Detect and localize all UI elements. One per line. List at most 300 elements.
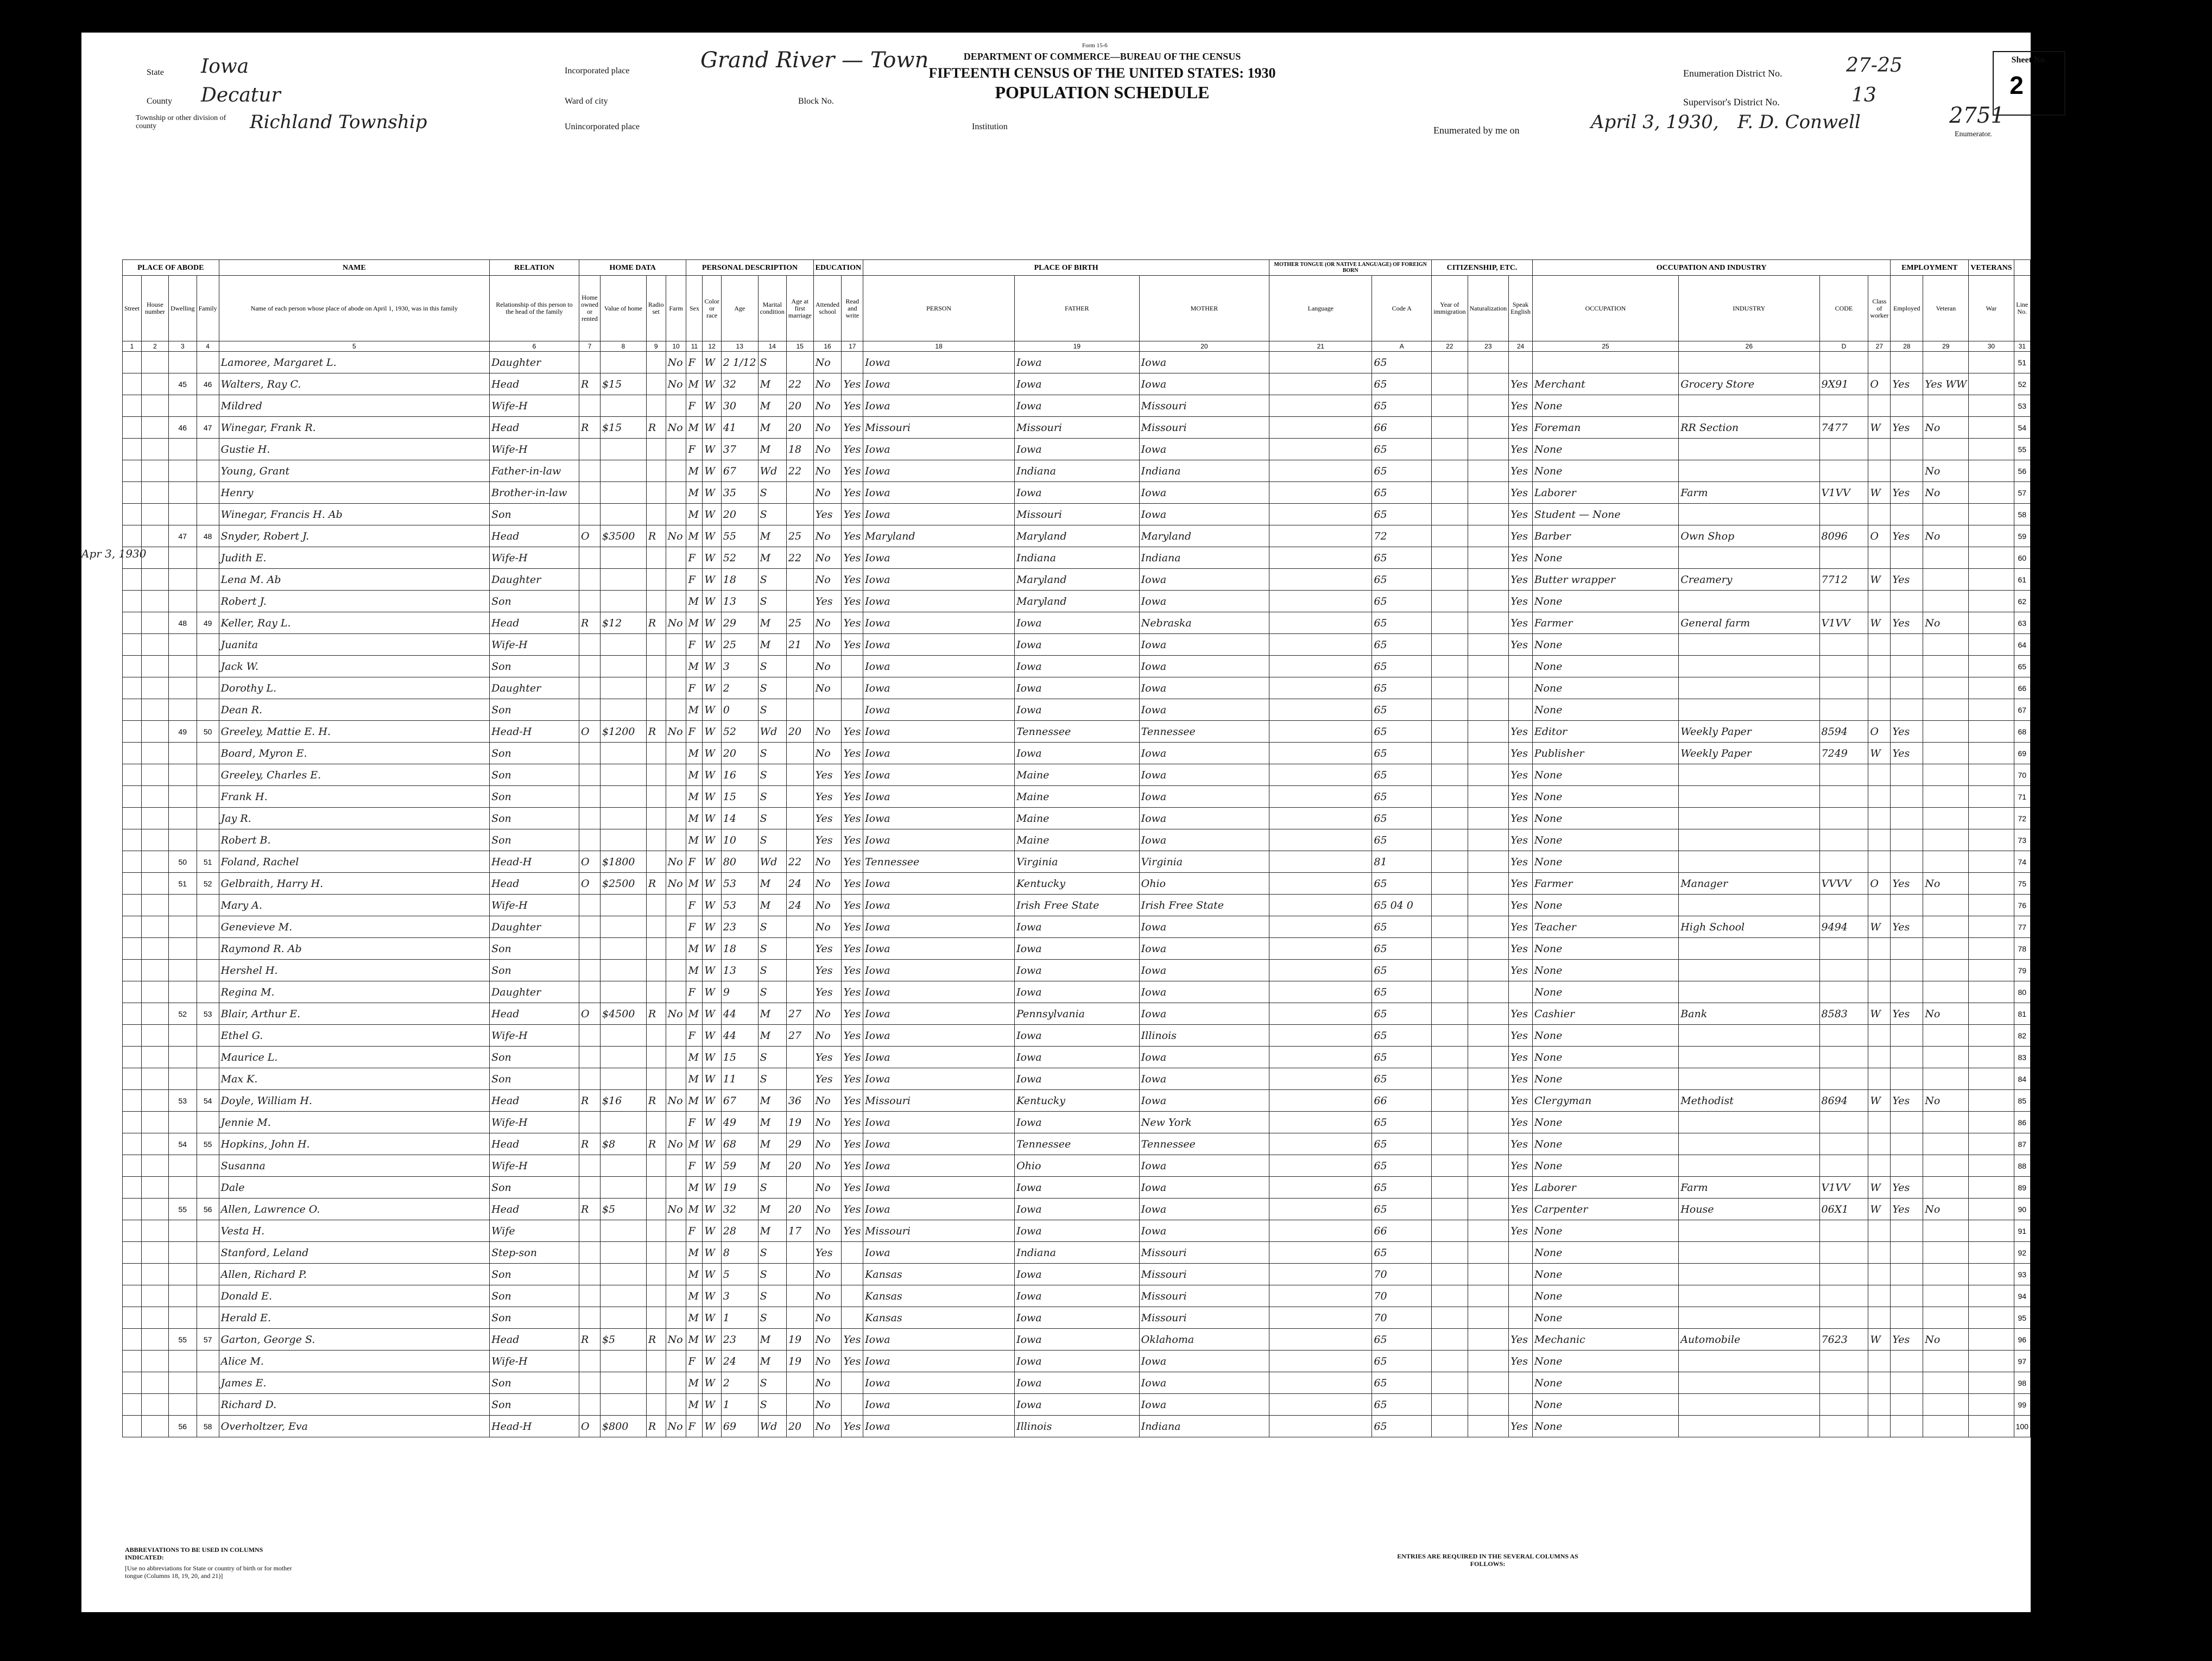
- cell-mar: M: [758, 1155, 786, 1177]
- cell-emp: Yes: [1891, 612, 1923, 634]
- cell-cd: 65: [1372, 569, 1432, 591]
- cell-eng: [1509, 1307, 1533, 1329]
- cell-age: 49: [721, 1112, 758, 1133]
- cell-own: [579, 1264, 600, 1285]
- col-race: Color or race: [703, 276, 721, 341]
- cell-cd: 65: [1372, 1329, 1432, 1351]
- cell-eng: Yes: [1509, 743, 1533, 764]
- cell-farm: [666, 1264, 686, 1285]
- cell-val: [600, 677, 646, 699]
- cell-cd: 70: [1372, 1307, 1432, 1329]
- cell-fb: Iowa: [1015, 1264, 1140, 1285]
- cell-farm: [666, 829, 686, 851]
- cell-fb: Virginia: [1015, 851, 1140, 873]
- cell-vet: No: [1923, 1003, 1969, 1025]
- cell-fb: Missouri: [1015, 504, 1140, 525]
- cell-emp: [1891, 1416, 1923, 1437]
- cell-rel: Head: [490, 1133, 579, 1155]
- cell-rw: Yes: [842, 612, 863, 634]
- cell-own: R: [579, 373, 600, 395]
- cell-mb: Missouri: [1139, 1264, 1269, 1285]
- cell-farm: [666, 460, 686, 482]
- cell-emp: [1891, 1264, 1923, 1285]
- cell-cd: 70: [1372, 1285, 1432, 1307]
- cell-dw: 48: [168, 612, 197, 634]
- cell-race: W: [703, 1329, 721, 1351]
- cell-own: O: [579, 873, 600, 895]
- cell-sch: No: [813, 1199, 842, 1220]
- enumerator-name: F. D. Conwell: [1737, 111, 1861, 133]
- cell-cls: [1868, 504, 1891, 525]
- cell-rel: Head: [490, 1090, 579, 1112]
- cell-radio: [646, 938, 666, 960]
- cell-emp: [1891, 1394, 1923, 1416]
- cell-radio: [646, 1112, 666, 1133]
- cell-mb: Iowa: [1139, 1047, 1269, 1068]
- cell-line: 100: [2014, 1416, 2030, 1437]
- cell-code: [1819, 395, 1868, 417]
- cell-val: [600, 743, 646, 764]
- cell-line: 97: [2014, 1351, 2030, 1372]
- cell-emp: [1891, 938, 1923, 960]
- cell-farm: [666, 960, 686, 981]
- cell-sch: No: [813, 677, 842, 699]
- col-family: Family: [197, 276, 219, 341]
- cell-fb: Iowa: [1015, 1068, 1140, 1090]
- cell-emp: [1891, 895, 1923, 916]
- cell-occ: None: [1532, 699, 1678, 721]
- cell-mb: Iowa: [1139, 1351, 1269, 1372]
- cell-name: Greeley, Charles E.: [219, 764, 489, 786]
- cell-fm: [786, 743, 813, 764]
- cell-code: [1819, 1068, 1868, 1090]
- cell-vet: [1923, 829, 1969, 851]
- cell-own: [579, 1285, 600, 1307]
- cell-ind: [1679, 699, 1819, 721]
- cell-fam: [197, 1220, 219, 1242]
- cell-line: 75: [2014, 873, 2030, 895]
- cell-race: W: [703, 786, 721, 808]
- cell-mb: Iowa: [1139, 1199, 1269, 1220]
- cell-occ: None: [1532, 460, 1678, 482]
- cell-eng: Yes: [1509, 721, 1533, 743]
- cell-val: [600, 591, 646, 612]
- cell-fam: [197, 352, 219, 373]
- cell-race: W: [703, 1155, 721, 1177]
- cell-mb: Iowa: [1139, 786, 1269, 808]
- cell-fb: Iowa: [1015, 1112, 1140, 1133]
- cell-ind: [1679, 1068, 1819, 1090]
- cell-fam: [197, 460, 219, 482]
- cell-fb: Missouri: [1015, 417, 1140, 439]
- cell-eng: Yes: [1509, 569, 1533, 591]
- cell-name: Snyder, Robert J.: [219, 525, 489, 547]
- cell-occ: None: [1532, 938, 1678, 960]
- cell-val: [600, 1351, 646, 1372]
- cell-dw: [168, 1112, 197, 1133]
- cell-vet: [1923, 1025, 1969, 1047]
- cell-occ: Barber: [1532, 525, 1678, 547]
- cell-fb: Iowa: [1015, 916, 1140, 938]
- cell-own: [579, 439, 600, 460]
- cell-radio: [646, 743, 666, 764]
- cell-rel: Daughter: [490, 981, 579, 1003]
- cell-name: Winegar, Francis H. Ab: [219, 504, 489, 525]
- cell-sex: F: [686, 439, 703, 460]
- table-row: [123, 656, 2031, 677]
- cell-pb: Missouri: [863, 417, 1015, 439]
- cell-fm: 36: [786, 1090, 813, 1112]
- cell-radio: [646, 1068, 666, 1090]
- cell-name: Juanita: [219, 634, 489, 656]
- cell-rw: [842, 352, 863, 373]
- cell-cd: 65: [1372, 960, 1432, 981]
- cell-fb: Iowa: [1015, 699, 1140, 721]
- cell-race: W: [703, 1307, 721, 1329]
- table-row: [123, 743, 2031, 764]
- cell-cd: 65: [1372, 612, 1432, 634]
- col-code-a: Code A: [1372, 276, 1432, 341]
- cell-fm: [786, 938, 813, 960]
- cell-radio: [646, 439, 666, 460]
- cell-eng: Yes: [1509, 1133, 1533, 1155]
- cell-race: W: [703, 721, 721, 743]
- cell-race: W: [703, 460, 721, 482]
- cell-age: 30: [721, 395, 758, 417]
- cell-mar: M: [758, 373, 786, 395]
- cell-line: 53: [2014, 395, 2030, 417]
- cell-vet: [1923, 634, 1969, 656]
- cell-age: 52: [721, 721, 758, 743]
- cell-line: 95: [2014, 1307, 2030, 1329]
- cell-name: Dean R.: [219, 699, 489, 721]
- cell-code: 8594: [1819, 721, 1868, 743]
- cell-mar: S: [758, 938, 786, 960]
- cell-line: 81: [2014, 1003, 2030, 1025]
- cell-mb: Illinois: [1139, 1025, 1269, 1047]
- cell-name: Gustie H.: [219, 439, 489, 460]
- cell-cd: 65: [1372, 1351, 1432, 1372]
- cell-sex: M: [686, 1264, 703, 1285]
- cell-radio: [646, 634, 666, 656]
- cell-line: 76: [2014, 895, 2030, 916]
- cell-own: R: [579, 1329, 600, 1351]
- cell-name: Robert B.: [219, 829, 489, 851]
- cell-rw: [842, 1242, 863, 1264]
- cell-line: 96: [2014, 1329, 2030, 1351]
- cell-occ: None: [1532, 439, 1678, 460]
- cell-race: W: [703, 395, 721, 417]
- cell-race: W: [703, 677, 721, 699]
- cell-own: [579, 808, 600, 829]
- cell-occ: None: [1532, 895, 1678, 916]
- cell-farm: [666, 547, 686, 569]
- cell-cd: 65 04 0: [1372, 895, 1432, 916]
- cell-mb: Iowa: [1139, 829, 1269, 851]
- cell-fam: [197, 808, 219, 829]
- cell-farm: [666, 395, 686, 417]
- cell-fb: Iowa: [1015, 395, 1140, 417]
- cell-rw: Yes: [842, 1177, 863, 1199]
- cell-race: W: [703, 873, 721, 895]
- cell-code: [1819, 1264, 1868, 1285]
- cell-mar: S: [758, 829, 786, 851]
- cell-farm: [666, 1351, 686, 1372]
- cell-age: 24: [721, 1351, 758, 1372]
- cell-line: 83: [2014, 1047, 2030, 1068]
- cell-vet: No: [1923, 1329, 1969, 1351]
- cell-age: 23: [721, 1329, 758, 1351]
- cell-rel: Daughter: [490, 916, 579, 938]
- cell-cd: 65: [1372, 482, 1432, 504]
- cell-code: [1819, 1047, 1868, 1068]
- cell-val: [600, 1264, 646, 1285]
- cell-mb: Missouri: [1139, 1242, 1269, 1264]
- cell-fb: Iowa: [1015, 1307, 1140, 1329]
- cell-rw: Yes: [842, 829, 863, 851]
- cell-mb: Nebraska: [1139, 612, 1269, 634]
- cell-name: Foland, Rachel: [219, 851, 489, 873]
- cell-mb: Ohio: [1139, 873, 1269, 895]
- cell-cls: [1868, 981, 1891, 1003]
- cell-age: 1: [721, 1394, 758, 1416]
- cell-mar: S: [758, 916, 786, 938]
- cell-cls: W: [1868, 1177, 1891, 1199]
- cell-val: [600, 1242, 646, 1264]
- column-number-row: 1 2 3 4 5 6 7 8 9 10 11 12 13 14 15 16 17 18 19 20 21 A 22 23 24 25 26 D 27 28 29 30 31: [123, 341, 2031, 352]
- cell-pb: Iowa: [863, 569, 1015, 591]
- cell-pb: Iowa: [863, 699, 1015, 721]
- cell-ind: [1679, 1372, 1819, 1394]
- table-row: [123, 829, 2031, 851]
- cell-emp: [1891, 829, 1923, 851]
- cell-fm: [786, 808, 813, 829]
- cell-farm: No: [666, 417, 686, 439]
- cell-fm: [786, 482, 813, 504]
- cell-farm: [666, 786, 686, 808]
- cell-eng: Yes: [1509, 1068, 1533, 1090]
- cell-sch: Yes: [813, 504, 842, 525]
- cell-cls: [1868, 1285, 1891, 1307]
- cell-code: [1819, 1242, 1868, 1264]
- cell-sex: M: [686, 808, 703, 829]
- cell-dw: [168, 699, 197, 721]
- cell-name: Richard D.: [219, 1394, 489, 1416]
- county-label: County: [147, 97, 173, 106]
- cell-fam: [197, 504, 219, 525]
- cell-radio: [646, 1307, 666, 1329]
- cell-rel: Head: [490, 373, 579, 395]
- cell-rw: Yes: [842, 395, 863, 417]
- cell-mb: Iowa: [1139, 439, 1269, 460]
- cell-cls: [1868, 1351, 1891, 1372]
- cell-pb: Iowa: [863, 612, 1015, 634]
- cell-fam: 51: [197, 851, 219, 873]
- cell-fm: 19: [786, 1351, 813, 1372]
- cell-race: W: [703, 1177, 721, 1199]
- cell-radio: [646, 1155, 666, 1177]
- cell-vet: [1923, 721, 1969, 743]
- cell-cd: 65: [1372, 1112, 1432, 1133]
- table-row: [123, 677, 2031, 699]
- cell-sch: No: [813, 352, 842, 373]
- table-row: [123, 1133, 2031, 1155]
- cell-mb: Iowa: [1139, 373, 1269, 395]
- cell-rel: Son: [490, 656, 579, 677]
- cell-line: 74: [2014, 851, 2030, 873]
- cell-sch: No: [813, 1285, 842, 1307]
- table-row: [123, 764, 2031, 786]
- cell-eng: Yes: [1509, 895, 1533, 916]
- cell-ind: [1679, 1025, 1819, 1047]
- cell-cd: 65: [1372, 1155, 1432, 1177]
- cell-race: W: [703, 960, 721, 981]
- cell-sex: F: [686, 1155, 703, 1177]
- cell-occ: None: [1532, 677, 1678, 699]
- cell-code: [1819, 938, 1868, 960]
- group-veterans: VETERANS: [1969, 260, 2014, 276]
- cell-name: Garton, George S.: [219, 1329, 489, 1351]
- cell-radio: [646, 1394, 666, 1416]
- cell-code: [1819, 460, 1868, 482]
- cell-mb: Missouri: [1139, 1285, 1269, 1307]
- cell-race: W: [703, 1133, 721, 1155]
- cell-fb: Iowa: [1015, 482, 1140, 504]
- cell-val: $2500: [600, 873, 646, 895]
- cell-mar: S: [758, 743, 786, 764]
- cell-race: W: [703, 634, 721, 656]
- cell-mar: S: [758, 1068, 786, 1090]
- table-row: [123, 547, 2031, 569]
- cell-fm: [786, 1177, 813, 1199]
- cell-mar: S: [758, 786, 786, 808]
- cell-dw: 53: [168, 1090, 197, 1112]
- cell-fm: 20: [786, 721, 813, 743]
- cell-ind: [1679, 656, 1819, 677]
- cell-farm: [666, 764, 686, 786]
- cell-fb: Iowa: [1015, 373, 1140, 395]
- cell-own: [579, 395, 600, 417]
- table-row: [123, 1177, 2031, 1199]
- cell-dw: [168, 482, 197, 504]
- cell-mar: S: [758, 1242, 786, 1264]
- cell-rw: Yes: [842, 873, 863, 895]
- cell-sch: No: [813, 1351, 842, 1372]
- cell-line: 89: [2014, 1177, 2030, 1199]
- cell-ind: [1679, 764, 1819, 786]
- cell-dw: [168, 439, 197, 460]
- cell-sex: F: [686, 352, 703, 373]
- group-citizenship: CITIZENSHIP, ETC.: [1432, 260, 1533, 276]
- cell-eng: Yes: [1509, 1351, 1533, 1372]
- cell-cls: [1868, 829, 1891, 851]
- cell-pb: Iowa: [863, 1416, 1015, 1437]
- cell-dw: 46: [168, 417, 197, 439]
- cell-pb: Iowa: [863, 547, 1015, 569]
- cell-sch: No: [813, 1155, 842, 1177]
- cell-sch: Yes: [813, 960, 842, 981]
- township-value: Richland Township: [250, 111, 427, 133]
- cell-cd: 65: [1372, 1003, 1432, 1025]
- cell-code: [1819, 504, 1868, 525]
- cell-mar: M: [758, 395, 786, 417]
- col-person-birth: PERSON: [863, 276, 1015, 341]
- cell-name: Donald E.: [219, 1285, 489, 1307]
- cell-cls: [1868, 1372, 1891, 1394]
- cell-eng: Yes: [1509, 1416, 1533, 1437]
- cell-farm: [666, 916, 686, 938]
- cell-race: W: [703, 1351, 721, 1372]
- cell-sex: M: [686, 1394, 703, 1416]
- cell-race: W: [703, 1025, 721, 1047]
- col-veteran: Veteran: [1923, 276, 1969, 341]
- cell-rw: Yes: [842, 721, 863, 743]
- cell-fam: [197, 895, 219, 916]
- cell-sch: No: [813, 1112, 842, 1133]
- col-mother-birth: MOTHER: [1139, 276, 1269, 341]
- group-employment: EMPLOYMENT: [1891, 260, 1969, 276]
- cell-cls: W: [1868, 1090, 1891, 1112]
- col-relation: Relationship of this person to the head of the family: [490, 276, 579, 341]
- cell-occ: Laborer: [1532, 1177, 1678, 1199]
- cell-dw: [168, 1068, 197, 1090]
- cell-ind: [1679, 1285, 1819, 1307]
- cell-cls: [1868, 1307, 1891, 1329]
- cell-fm: 27: [786, 1003, 813, 1025]
- cell-sex: M: [686, 1307, 703, 1329]
- cell-race: W: [703, 895, 721, 916]
- cell-farm: No: [666, 352, 686, 373]
- cell-line: 63: [2014, 612, 2030, 634]
- cell-occ: None: [1532, 786, 1678, 808]
- cell-name: Herald E.: [219, 1307, 489, 1329]
- cell-dw: 45: [168, 373, 197, 395]
- cell-radio: [646, 1025, 666, 1047]
- cell-radio: R: [646, 721, 666, 743]
- cell-race: W: [703, 1090, 721, 1112]
- cell-code: [1819, 1155, 1868, 1177]
- col-industry: INDUSTRY: [1679, 276, 1819, 341]
- cell-cd: 65: [1372, 981, 1432, 1003]
- cell-line: 71: [2014, 786, 2030, 808]
- cell-race: W: [703, 916, 721, 938]
- table-row: [123, 786, 2031, 808]
- cell-emp: Yes: [1891, 373, 1923, 395]
- cell-vet: [1923, 1264, 1969, 1285]
- cell-name: Robert J.: [219, 591, 489, 612]
- cell-fm: 24: [786, 873, 813, 895]
- cell-cd: 65: [1372, 699, 1432, 721]
- cell-rw: Yes: [842, 1047, 863, 1068]
- cell-vet: [1923, 851, 1969, 873]
- cell-line: 51: [2014, 352, 2030, 373]
- cell-emp: [1891, 764, 1923, 786]
- cell-name: Allen, Richard P.: [219, 1264, 489, 1285]
- cell-rel: Wife-H: [490, 1155, 579, 1177]
- cell-eng: Yes: [1509, 1155, 1533, 1177]
- cell-dw: [168, 981, 197, 1003]
- cell-pb: Iowa: [863, 1003, 1015, 1025]
- cell-ind: [1679, 1351, 1819, 1372]
- cell-ind: Bank: [1679, 1003, 1819, 1025]
- cell-line: 80: [2014, 981, 2030, 1003]
- cell-occ: None: [1532, 1372, 1678, 1394]
- cell-fb: Maine: [1015, 764, 1140, 786]
- cell-cd: 65: [1372, 808, 1432, 829]
- table-row: [123, 460, 2031, 482]
- cell-line: 92: [2014, 1242, 2030, 1264]
- cell-code: [1819, 829, 1868, 851]
